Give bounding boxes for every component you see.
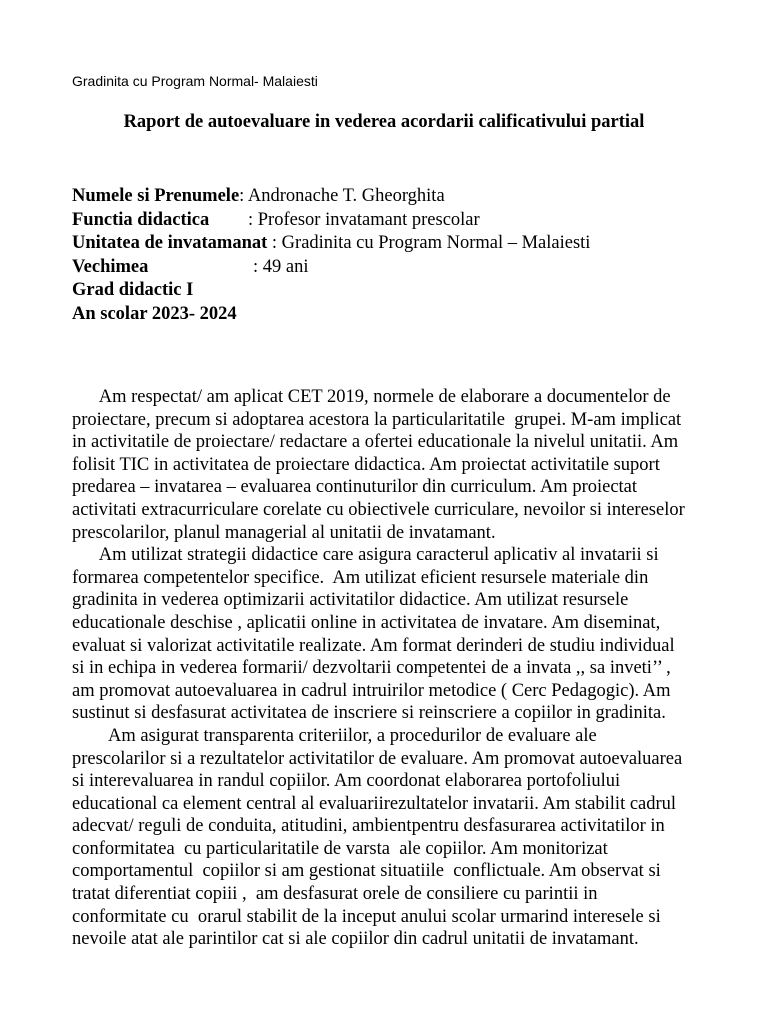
field-vechimea-value: : 49 ani [253, 256, 309, 277]
field-grad [72, 279, 590, 303]
body-line: am promovat autoevaluarea in cadrul intruirilor metodice ( Cerc Pedagogic). Am [72, 680, 671, 701]
body-line: prescolarilor, planul managerial al unitatii de invatamant. [72, 522, 496, 543]
body-line: nevoile atat ale parintilor cat si ale copiilor din cadrul unitatii de invatamant. [72, 929, 639, 950]
field-an-scolar [72, 303, 590, 327]
field-an-scolar-label: An scolar 2023- 2024 [72, 303, 237, 324]
body-line: sustinut si desfasurat activitatea de inscriere si reinscriere a copiilor in gradinita. [72, 703, 666, 724]
field-nume [72, 185, 590, 209]
body-line: folisit TIC in activitatea de proiectare didactica. Am proiectat activitatile suport [72, 454, 660, 475]
body-line: educationale deschise , aplicatii online in activitatea de invatare. Am diseminat, [72, 612, 661, 633]
body-line: comportamentul copiilor si am gestionat situatiile conflictuale. Am observat si [72, 861, 661, 882]
body-line: in activitatile de proiectare/ redactare a ofertei educationale la nivelul unitatii. Am [72, 432, 679, 453]
body-line: Am respectat/ am aplicat CET 2019, normele de elaborare a documentelor de [72, 387, 671, 407]
body-line: tratat diferentiat copiii , am desfasurat orele de consiliere cu parintii in [72, 884, 598, 905]
body-line: activitati extracurriculare corelate cu obiectivele curriculare, nevoilor si intereselor [72, 499, 685, 520]
institution-header: Gradinita cu Program Normal- Malaiesti [72, 73, 318, 89]
field-unitatea [72, 232, 590, 256]
body-line: gradinita in vederea optimizarii activitatilor didactice. Am utilizat resurselе [72, 590, 629, 611]
body-line: educational ca element central al evaluariirezultatelor invatarii. Am stabilit cadrul [72, 793, 677, 814]
field-unitatea-value: : Gradinita cu Program Normal – Malaiesti [267, 233, 591, 253]
field-vechimea [72, 256, 590, 280]
body-line: predarea – invatarea – evaluarea continuturilor din curriculum. Am proiectat [72, 477, 638, 498]
field-grad-label: Grad didactic I [72, 280, 194, 300]
field-nume-value: : Andronache T. Gheorghita [239, 186, 445, 206]
body-line: Am utilizat strategii didactice care asigura caracterul aplicativ al invatarii si [72, 545, 659, 566]
body-line: si in echipa in vederea formarii/ dezvoltarii competentei de a invata ,, sa inveti’’ , [72, 658, 671, 679]
body-line: Am asigurat transparenta criteriilor, a procedurilor de evaluare ale [72, 725, 597, 746]
field-unitatea-label: Unitatea de invatamanat [72, 233, 268, 253]
body-line: evaluat si valorizat activitatile realizate. Am format derinderi de studiu individual [72, 635, 675, 656]
report-title: Raport de autoevaluare in vederea acordarii calificativului partial [123, 112, 645, 132]
field-functia-label: Functia didactica [72, 209, 210, 230]
body-line: proiectare, precum si adoptarea acestora la particularitatile grupei. M-am implicat [72, 409, 682, 430]
report-body [72, 386, 702, 951]
body-line: adecvat/ reguli de conduita, atitudini, ambientpentru desfasurarea activitatilor in [72, 816, 665, 837]
field-functia [72, 209, 590, 233]
body-line: prescolarilor si a rezultatelor activitatilor de evaluare. Am promovat autoevaluarea [72, 748, 683, 769]
identification-fields [72, 185, 590, 326]
body-line: conformitate cu orarul stabilit de la inceput anului scolar urmarind interesele si [72, 906, 661, 927]
body-line: si interevaluarea in randul copiilor. Am coordonat elaborarea portofoliului [72, 771, 621, 792]
field-nume-label: Numele si Prenumele [72, 186, 240, 206]
field-functia-value: : Profesor invatamant prescolar [248, 209, 480, 230]
field-vechimea-label: Vechimea [72, 256, 149, 277]
body-line: formarea competentelor specifice. Am utilizat eficient resursele materiale din [72, 567, 649, 588]
body-line: conformitatea cu particularitatile de varsta ale copiilor. Am monitorizat [72, 838, 608, 859]
